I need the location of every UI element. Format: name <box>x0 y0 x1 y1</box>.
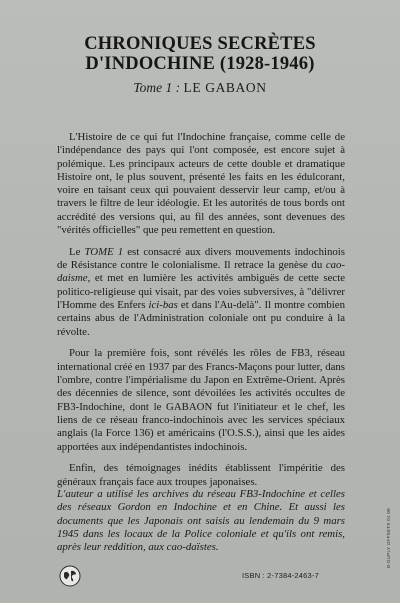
blurb-paragraph-2 <box>57 246 345 339</box>
p2-icibas-emphasis: ici-bas <box>148 299 178 312</box>
p2-tome-emphasis: TOME 1 <box>84 245 124 258</box>
p2-text-c: , et met en lumière les activités ambiguës de cette secte politico-religieuse qui visait, par des voies subversives, à "délivrer l'Homme des Enfers <box>57 272 345 312</box>
volume-number: Tome 1 : <box>133 80 181 95</box>
blurb-paragraph-4: Enfin, des témoignages inédits établissent l'impéritie des généraux français face aux troupes japonaises. <box>57 462 345 488</box>
p2-text-d: et dans l'Au-delà". Il montre combien certains abus de l'Administration coloniale ont pu conduire à la révolte. <box>57 299 345 338</box>
title-line-1: CHRONIQUES SECRÈTES <box>84 34 316 54</box>
blurb-paragraph-3: Pour la première fois, sont révélés les rôles de FB3, réseau international créé en 1937 par des Francs-Maçons pour lutter, dans l'ombre, contre l'impérialisme du Japon en Extrême-Orient. Après des décennies de silence, sont dévoilées les activités occultes de FB3-Indochine, dont le GABAON fut l'initiateur et le chef, les liens de ce réseau franco-indochinois avec les services spéciaux anglais (la Force 136) et américains (l'O.S.S.), ainsi que les aides apportées aux indépendantistes indochinois. <box>57 347 345 453</box>
globe-logo-icon <box>59 565 81 587</box>
isbn-label: ISBN : 2-7384-2463-7 <box>242 571 319 580</box>
author-sources-note: L'auteur a utilisé les archives du réseau FB3-Indochine et celles des réseaux Gordon en Indochine et en Chine. Et aussi les documents que les Japonais ont saisis au lendemain du 9 mars 1945 dans les locaux de la Police coloniale et qu'ils ont remis, après leur reddition, aux cao-daïstes. <box>57 488 345 554</box>
p2-text-a: Le <box>69 245 85 258</box>
volume-name: LE GABAON <box>183 80 267 95</box>
book-title <box>0 34 400 74</box>
volume-subtitle <box>0 80 400 96</box>
p2-caodaisme-emphasis: cao-daisme <box>57 259 345 285</box>
p2-text-b: est consacré aux divers mouvements indochinois de Résistance contre le colonialisme. Il retrace la genèse du <box>57 245 345 272</box>
blurb-paragraph-1: L'Histoire de ce qui fut l'Indochine française, comme celle de l'indépendance des pays qui l'ont composée, est encore sujet à polémique. Les principaux acteurs de cette double et dramatique Histoire ont, le plus souvent, présenté les faits en les édulcorant, voire en taisant ceux qui pouvaient desservir leur camp, et/ou à travers le filtre de leur idéologie. Et les autorités de tous bords ont accrédité des versions qui, au fil des années, sont devenues des "vérités officielles" que peu remettent en question. <box>57 131 345 237</box>
printer-code: B-DUPLY OFFSETS 01 08 <box>386 508 391 568</box>
blurb-body <box>57 131 345 497</box>
title-line-2: D'INDOCHINE (1928-1946) <box>85 54 315 74</box>
